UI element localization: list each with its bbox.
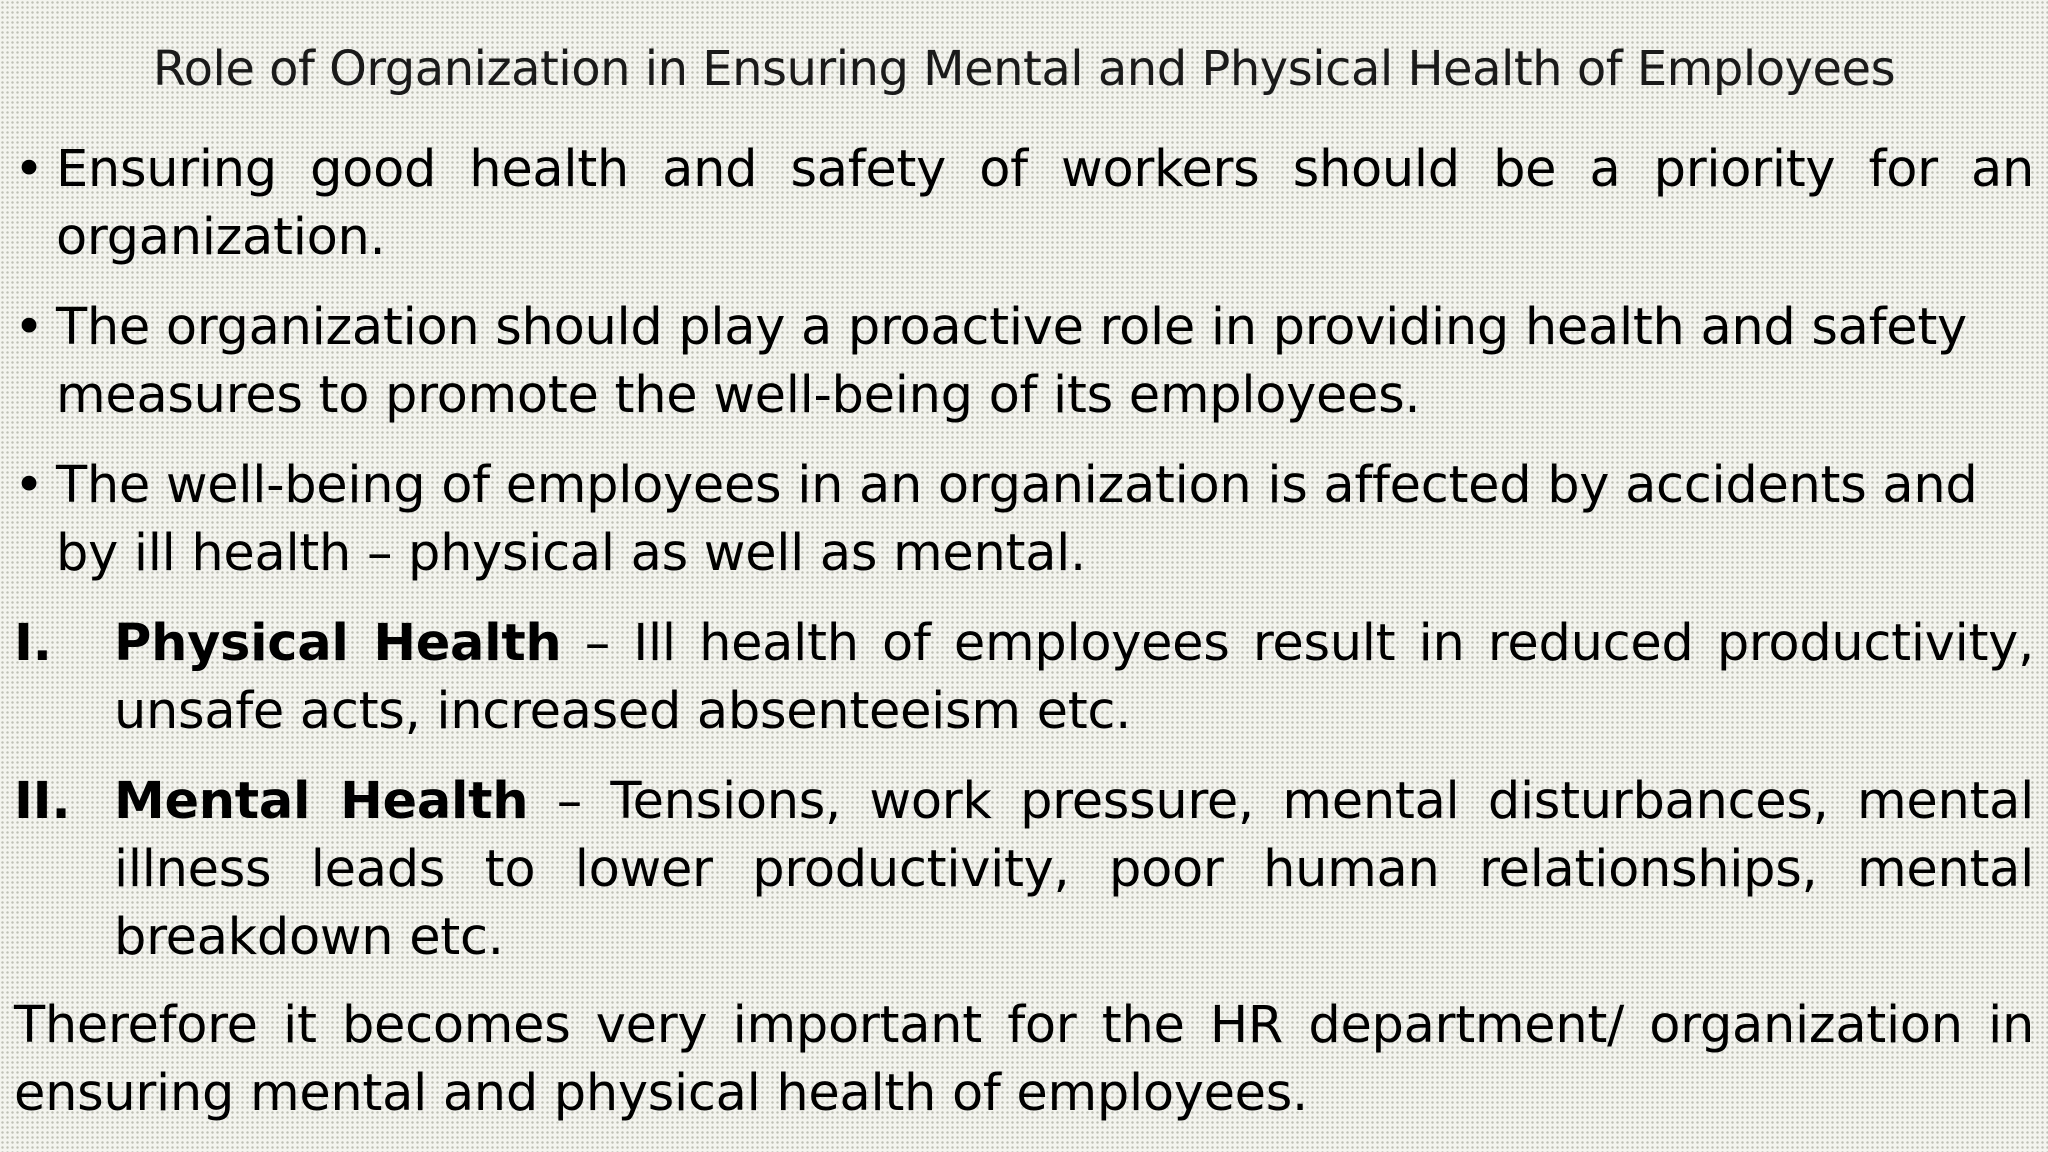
term-description: – Tensions, work pressure, mental disturbances, mental illness leads to lower productivity, poor human relationships, mental breakdown etc.	[114, 772, 2035, 967]
numbered-item-mental-health	[14, 768, 2034, 972]
numbered-text	[114, 610, 2034, 746]
bullet-marker: •	[14, 298, 44, 357]
bullet-text: Ensuring good health and safety of workers should be a priority for an organization.	[56, 140, 2034, 267]
bullet-item	[14, 452, 2034, 588]
conclusion-text: Therefore it becomes very important for the HR department/ organization in ensuring mental and physical health of employees.	[14, 996, 2034, 1123]
numbered-text	[114, 768, 2034, 972]
bullet-text: The well-being of employees in an organization is affected by accidents and by ill health – physical as well as mental.	[56, 456, 1978, 583]
numbered-item-physical-health	[14, 610, 2034, 746]
term-description: – Ill health of employees result in reduced productivity, unsafe acts, increased absenteeism etc.	[114, 614, 2034, 741]
slide-title: Role of Organization in Ensuring Mental and Physical Health of Employees	[152, 41, 1896, 97]
bullet-marker: •	[14, 456, 44, 515]
bullet-item	[14, 294, 2034, 430]
term-label: Mental Health	[114, 772, 529, 831]
bullet-marker: •	[14, 140, 44, 199]
roman-numeral-marker: I.	[14, 614, 52, 673]
roman-numeral-marker: II.	[14, 772, 71, 831]
term-label: Physical Health	[114, 614, 562, 673]
bullet-text: The organization should play a proactive role in providing health and safety measures to promote the well-being of its employees.	[56, 298, 1967, 425]
bullet-item	[14, 136, 2034, 272]
